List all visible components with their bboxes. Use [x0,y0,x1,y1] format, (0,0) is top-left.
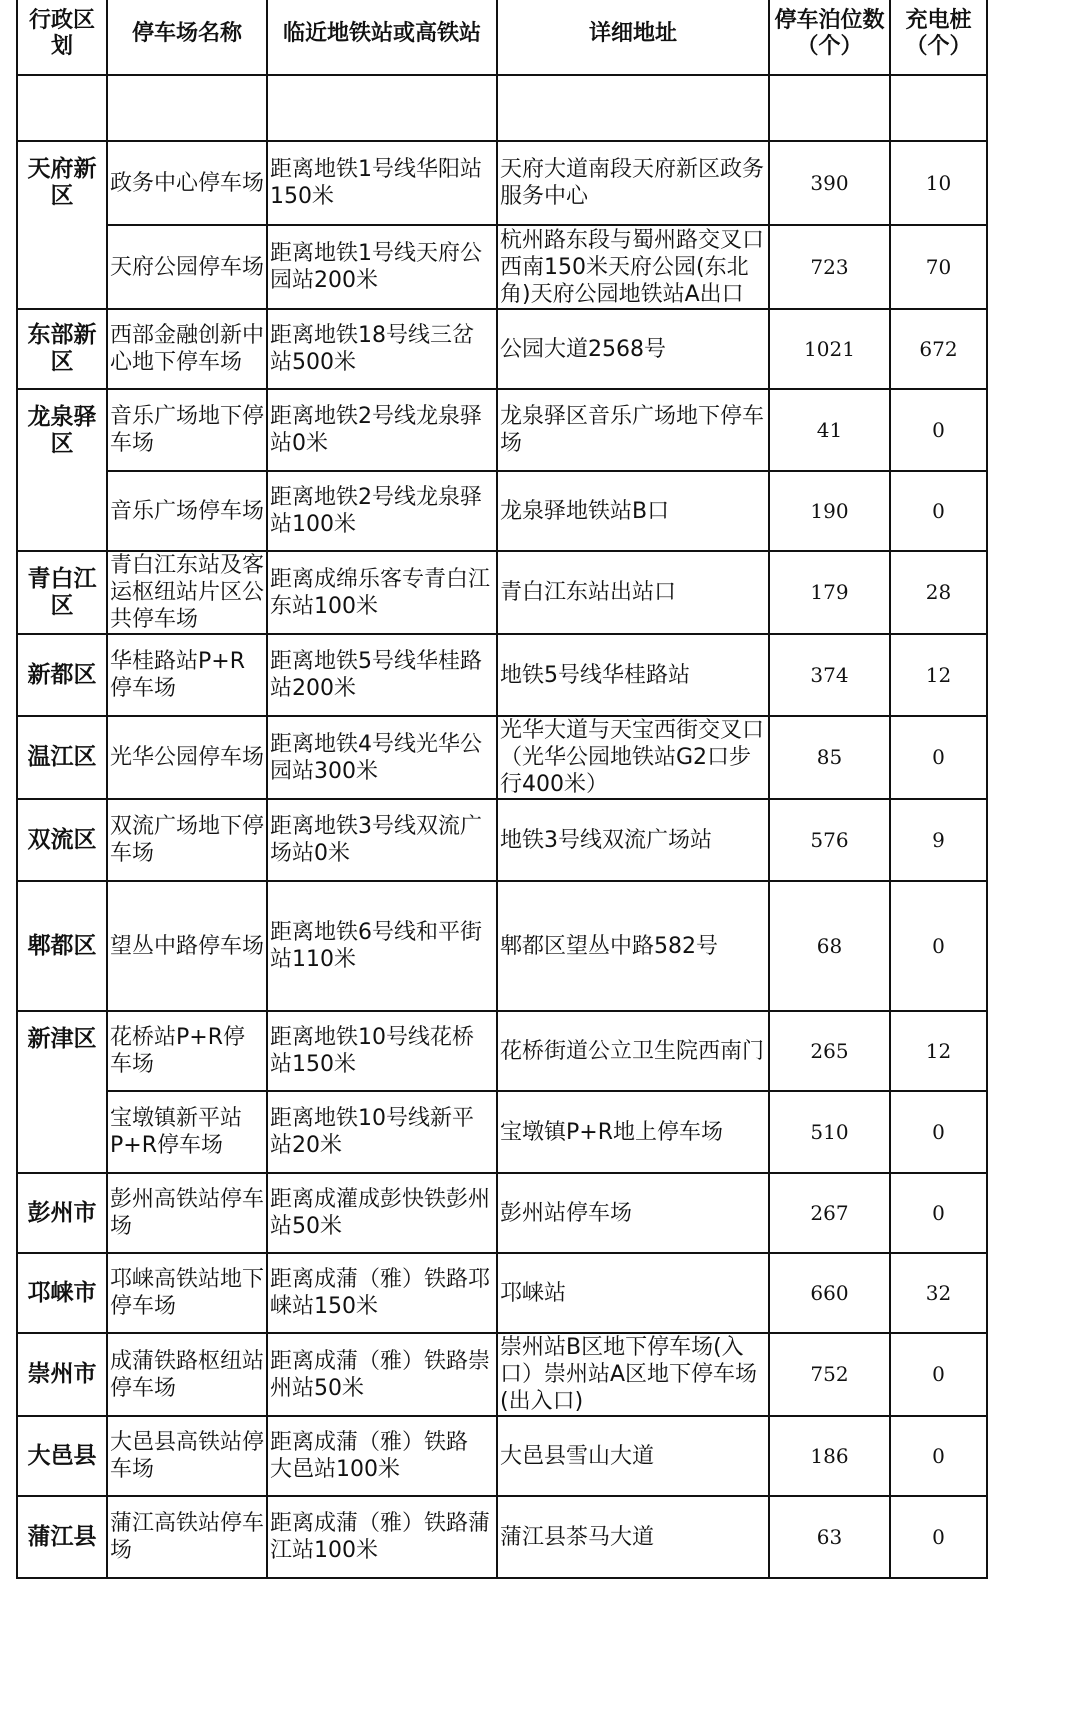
parking-table [16,0,988,1579]
district-cell: 青白江区 [17,551,107,634]
chargers-cell: 32 [890,1253,987,1333]
spaces-cell: 267 [769,1173,890,1253]
chargers-cell: 0 [890,1173,987,1253]
table-row [17,1333,987,1416]
station-cell: 距离地铁6号线和平街站110米 [267,881,497,1011]
header-row [17,0,987,75]
parking-name-cell: 邛崃高铁站地下停车场 [107,1253,267,1333]
chargers-cell: 0 [890,1091,987,1173]
address-cell: 宝墩镇P+R地上停车场 [497,1091,769,1173]
spaces-cell: 576 [769,799,890,881]
parking-name-cell: 天府公园停车场 [107,225,267,309]
spaces-cell [769,75,890,141]
address-cell: 郫都区望丛中路582号 [497,881,769,1011]
parking-name-cell: 花桥站P+R停车场 [107,1011,267,1091]
station-cell: 距离地铁4号线光华公园站300米 [267,716,497,799]
table-row [17,634,987,716]
address-cell [497,75,769,141]
spaces-cell: 186 [769,1416,890,1496]
station-cell: 距离成蒲（雅）铁路蒲江站100米 [267,1496,497,1578]
table-row [17,716,987,799]
station-cell [267,75,497,141]
station-cell: 距离地铁2号线龙泉驿站0米 [267,389,497,471]
table-row [17,1173,987,1253]
parking-name-cell: 音乐广场地下停车场 [107,389,267,471]
table-row [17,471,987,551]
district-cell: 东部新区 [17,309,107,389]
district-cell: 新都区 [17,634,107,716]
parking-name-cell: 青白江东站及客运枢纽站片区公共停车场 [107,551,267,634]
address-cell: 邛崃站 [497,1253,769,1333]
district-cell: 邛崃市 [17,1253,107,1333]
station-cell: 距离成蒲（雅）铁路 大邑站100米 [267,1416,497,1496]
parking-name-cell: 光华公园停车场 [107,716,267,799]
station-cell: 距离地铁10号线新平站20米 [267,1091,497,1173]
station-cell: 距离地铁1号线华阳站150米 [267,141,497,225]
table-row [17,1496,987,1578]
chargers-cell: 0 [890,716,987,799]
district-cell: 郫都区 [17,881,107,1011]
parking-name-cell: 大邑县高铁站停车场 [107,1416,267,1496]
table-row [17,1011,987,1091]
station-cell: 距离成绵乐客专青白江东站100米 [267,551,497,634]
spaces-cell: 85 [769,716,890,799]
station-cell: 距离地铁3号线双流广场站0米 [267,799,497,881]
spaces-cell: 723 [769,225,890,309]
table-row [17,141,987,225]
station-cell: 距离地铁1号线天府公园站200米 [267,225,497,309]
district-cell: 新津区 [17,1011,107,1173]
district-cell: 天府新区 [17,141,107,309]
table-row [17,75,987,141]
address-cell: 光华大道与天宝西街交叉口（光华公园地铁站G2口步行400米） [497,716,769,799]
address-cell: 花桥街道公立卫生院西南门 [497,1011,769,1091]
parking-name-cell: 音乐广场停车场 [107,471,267,551]
address-cell: 崇州站B区地下停车场(入口）崇州站A区地下停车场(出入口) [497,1333,769,1416]
table-row [17,799,987,881]
address-cell: 龙泉驿地铁站B口 [497,471,769,551]
district-cell [17,75,107,141]
station-cell: 距离地铁18号线三岔站500米 [267,309,497,389]
header-station: 临近地铁站或高铁站 [267,0,497,75]
chargers-cell: 0 [890,1416,987,1496]
parking-name-cell: 彭州高铁站停车场 [107,1173,267,1253]
parking-name-cell: 成蒲铁路枢纽站停车场 [107,1333,267,1416]
address-cell: 公园大道2568号 [497,309,769,389]
header-chargers: 充电桩（个） [890,0,987,75]
parking-name-cell: 西部金融创新中心地下停车场 [107,309,267,389]
spaces-cell: 190 [769,471,890,551]
header-name: 停车场名称 [107,0,267,75]
spaces-cell: 68 [769,881,890,1011]
address-cell: 杭州路东段与蜀州路交叉口西南150米天府公园(东北角)天府公园地铁站A出口 [497,225,769,309]
chargers-cell: 0 [890,471,987,551]
address-cell: 大邑县雪山大道 [497,1416,769,1496]
parking-name-cell [107,75,267,141]
spaces-cell: 390 [769,141,890,225]
address-cell: 彭州站停车场 [497,1173,769,1253]
station-cell: 距离地铁5号线华桂路站200米 [267,634,497,716]
header-spaces: 停车泊位数（个） [769,0,890,75]
spaces-cell: 1021 [769,309,890,389]
table-row [17,389,987,471]
chargers-cell: 12 [890,1011,987,1091]
spaces-cell: 660 [769,1253,890,1333]
station-cell: 距离成蒲（雅）铁路邛崃站150米 [267,1253,497,1333]
chargers-cell: 0 [890,1496,987,1578]
district-cell: 蒲江县 [17,1496,107,1578]
parking-name-cell: 望丛中路停车场 [107,881,267,1011]
parking-name-cell: 宝墩镇新平站P+R停车场 [107,1091,267,1173]
chargers-cell: 0 [890,881,987,1011]
spaces-cell: 179 [769,551,890,634]
station-cell: 距离地铁2号线龙泉驿站100米 [267,471,497,551]
district-cell: 温江区 [17,716,107,799]
station-cell: 距离地铁10号线花桥站150米 [267,1011,497,1091]
header-address: 详细地址 [497,0,769,75]
chargers-cell [890,75,987,141]
spaces-cell: 63 [769,1496,890,1578]
address-cell: 青白江东站出站口 [497,551,769,634]
table-row [17,1416,987,1496]
address-cell: 地铁3号线双流广场站 [497,799,769,881]
district-cell: 大邑县 [17,1416,107,1496]
table-row [17,1091,987,1173]
chargers-cell: 672 [890,309,987,389]
chargers-cell: 10 [890,141,987,225]
header-district: 行政区划 [17,0,107,75]
district-cell: 崇州市 [17,1333,107,1416]
district-cell: 双流区 [17,799,107,881]
chargers-cell: 12 [890,634,987,716]
spaces-cell: 374 [769,634,890,716]
chargers-cell: 0 [890,389,987,471]
district-cell: 龙泉驿区 [17,389,107,551]
table-row [17,309,987,389]
parking-name-cell: 政务中心停车场 [107,141,267,225]
table-row [17,225,987,309]
parking-name-cell: 华桂路站P+R停车场 [107,634,267,716]
station-cell: 距离成蒲（雅）铁路崇州站50米 [267,1333,497,1416]
spaces-cell: 752 [769,1333,890,1416]
address-cell: 蒲江县茶马大道 [497,1496,769,1578]
station-cell: 距离成灌成彭快铁彭州站50米 [267,1173,497,1253]
chargers-cell: 70 [890,225,987,309]
chargers-cell: 9 [890,799,987,881]
table-row [17,551,987,634]
table-row [17,1253,987,1333]
table-row [17,881,987,1011]
chargers-cell: 0 [890,1333,987,1416]
spaces-cell: 265 [769,1011,890,1091]
chargers-cell: 28 [890,551,987,634]
spaces-cell: 510 [769,1091,890,1173]
parking-name-cell: 双流广场地下停车场 [107,799,267,881]
parking-name-cell: 蒲江高铁站停车场 [107,1496,267,1578]
address-cell: 龙泉驿区音乐广场地下停车场 [497,389,769,471]
spaces-cell: 41 [769,389,890,471]
address-cell: 天府大道南段天府新区政务服务中心 [497,141,769,225]
district-cell: 彭州市 [17,1173,107,1253]
address-cell: 地铁5号线华桂路站 [497,634,769,716]
